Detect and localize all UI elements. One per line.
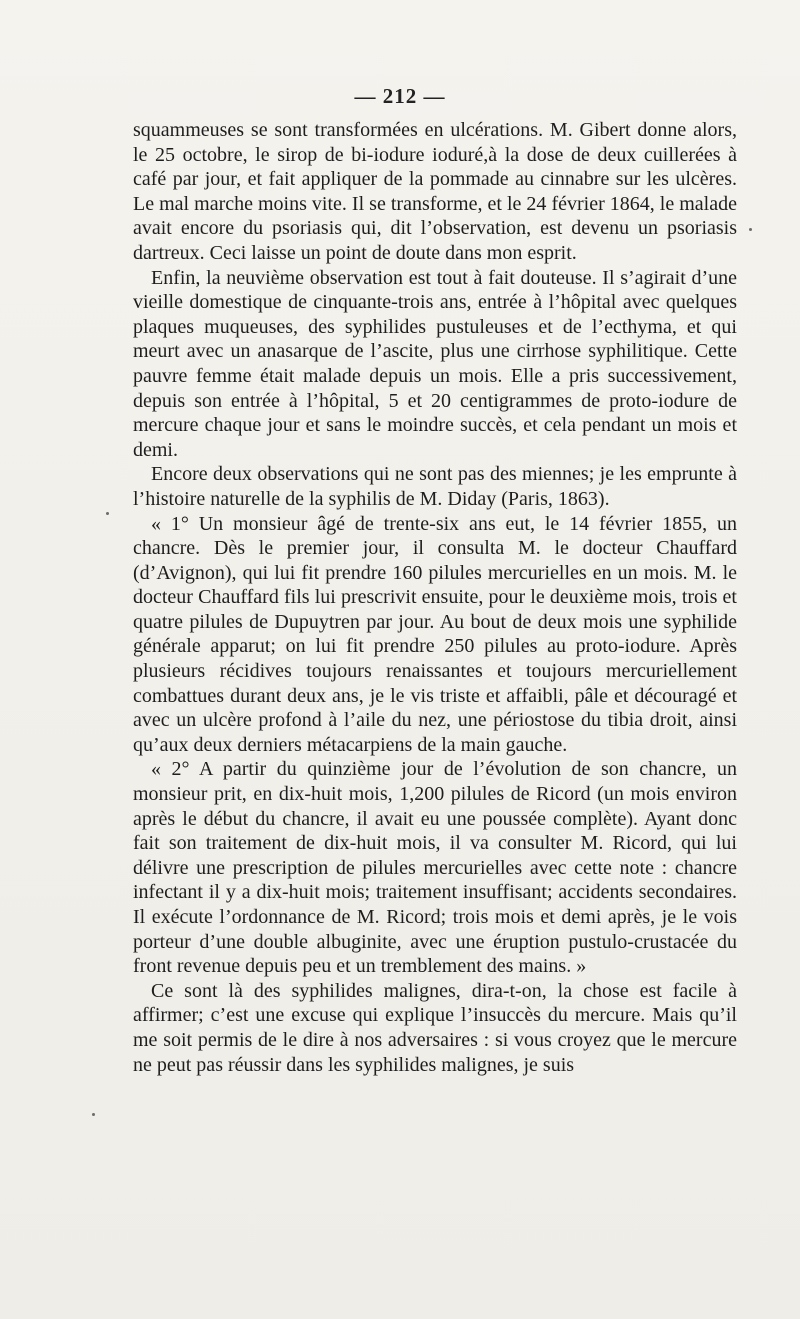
paragraph-5: « 2° A partir du quinzième jour de l’évolution de son chancre, un monsieur prit, en dix-huit mois, 1,200 pilules de Ricord (un mois environ après le début du chancre, il avait eu une poussée complète). Ayant donc fait son traitement de dix-huit mois, il va consulter M. Ricord, qui lui délivre une prescription de pilules mercurielles avec cette note : chancre infectant il y a dix-huit mois; traitement insuffisant; accidents secondaires. Il exécute l’ordonnance de M. Ricord; trois mois et demi après, je le vois porteur d’une double albuginite, avec une éruption pustulo-crustacée du front revenue depuis peu et un tremblement des mains. »: [133, 758, 737, 978]
page-number: — 212 —: [354, 84, 446, 108]
paragraph-1: squammeuses se sont transformées en ulcérations. M. Gibert donne alors, le 25 octobre, le sirop de bi-iodure ioduré,à la dose de deux cuillerées à café par jour, et fait appliquer de la pommade au cinnabre sur les ulcères. Le mal marche moins vite. Il se transforme, et le 24 février 1864, le malade avait encore du psoriasis qui, dit l’observation, est devenu un psoriasis dartreux. Ceci laisse un point de doute dans mon esprit.: [133, 119, 737, 264]
paragraph-2: Enfin, la neuvième observation est tout à fait douteuse. Il s’agirait d’une vieille domestique de cinquante-trois ans, entrée à l’hôpital avec quelques plaques muqueuses, des syphilides pustuleuses et de l’ecthyma, et qui meurt avec un anasarque de l’ascite, plus une cirrhose syphilitique. Cette pauvre femme était malade depuis un mois. Elle a pris successivement, depuis son entrée à l’hôpital, 5 et 20 centigrammes de proto-iodure de mercure chaque jour et sans le moindre succès, et cela pendant un mois et demi.: [133, 266, 737, 461]
margin-speck: [749, 228, 752, 231]
paragraph-4: « 1° Un monsieur âgé de trente-six ans eut, le 14 février 1855, un chancre. Dès le premier jour, il consulta M. le docteur Chauffard (d’Avignon), qui lui fit prendre 160 pilules mercurielles en un mois. M. le docteur Chauffard fils lui prescrivit ensuite, pour le deuxième mois, trois et quatre pilules de Dupuytren par jour. Au bout de deux mois une syphilide générale apparut; on lui fit prendre 250 pilules au proto-iodure. Après plusieurs récidives toujours renaissantes et toujours mercuriellement combattues durant deux ans, je le vis triste et affaibli, pâle et découragé et avec un ulcère profond à l’aile du nez, une périostose du tibia droit, ainsi qu’aux deux derniers métacarpiens de la main gauche.: [133, 512, 737, 756]
margin-speck: [106, 512, 109, 515]
margin-speck: [92, 1113, 95, 1116]
page-body: [133, 118, 737, 1077]
paragraph-6: Ce sont là des syphilides malignes, dira-t-on, la chose est facile à affirmer; c’est une excuse qui explique l’insuccès du mercure. Mais qu’il me soit permis de le dire à nos adversaires : si vous croyez que le mercure ne peut pas réussir dans les syphilides malignes, je suis: [133, 979, 737, 1076]
paragraph-3: Encore deux observations qui ne sont pas des miennes; je les emprunte à l’histoire naturelle de la syphilis de M. Diday (Paris, 1863).: [133, 463, 737, 510]
